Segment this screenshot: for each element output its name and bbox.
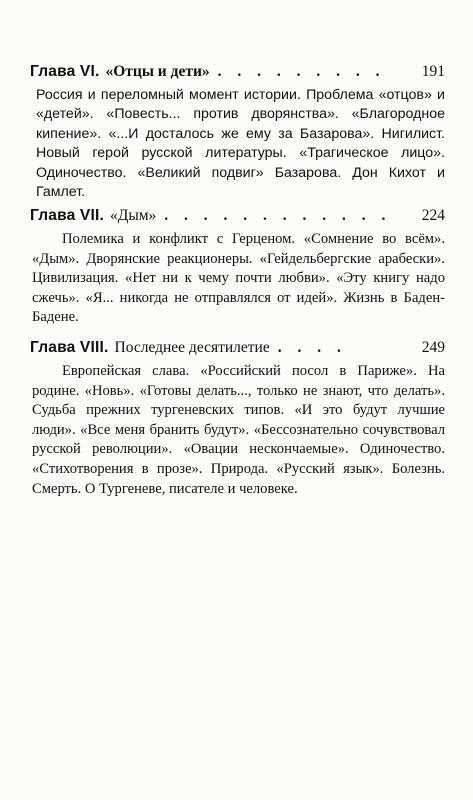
chapter-label: Глава VIII. — [30, 339, 109, 356]
chapter-heading[interactable] — [30, 338, 445, 358]
chapter-label: Глава VI. — [30, 63, 100, 80]
chapter-title: «Отцы и дети» — [105, 63, 210, 80]
chapter-summary: Европейская слава. «Российский посол в Париже». На родине. «Новь». «Готовы делать..., только не знают, что делать». Судьба прежних тургеневских типов. «И это будут лучшие люди». «Все меня бранить будут». «Бессознательно сочувствовал русской революции». «Овации нескончаемые». Одиночество. «Стихотворения в прозе». Природа. «Русский язык». Болезнь. Смерть. О Тургеневе, писателе и человеке. — [32, 363, 445, 497]
chapter-summary: Россия и переломный момент истории. Проблема «отцов» и «детей». «Повесть... против дворянства». «Благородное кипение». «...И досталось же ему за Базарова». Нигилист. Новый герой русской литературы. «Трагическое лицо». Одиночество. «Великий подвиг» Базарова. Дон Кихот и Гамлет. — [36, 87, 445, 201]
chapter-6 — [30, 62, 445, 202]
page-number: 249 — [421, 339, 445, 356]
chapter-heading[interactable] — [30, 62, 445, 82]
chapter-label: Глава VII. — [30, 207, 104, 224]
chapter-7 — [30, 206, 445, 328]
chapter-summary: Полемика и конфликт с Герценом. «Сомнение во всём». «Дым». Дворянские реакционеры. «Гейдельбергские арабески». Цивилизация. «Нет ни к чему почти любви». «Эту книгу надо сжечь». «Я... никогда не отправлялся от идей». Жизнь в Баден-Бадене. — [32, 231, 445, 326]
chapter-8 — [30, 338, 445, 499]
chapter-title: Последнее десятилетие — [114, 339, 270, 356]
dot-leader: . . . . . . . . . . . . — [164, 207, 392, 224]
page-number: 191 — [421, 63, 445, 80]
page-number: 224 — [421, 207, 445, 224]
chapter-heading[interactable] — [30, 206, 445, 226]
dot-leader: . . . . . . . . . — [217, 63, 386, 80]
dot-leader: . . . . — [277, 339, 347, 356]
chapter-title: «Дым» — [110, 207, 157, 224]
